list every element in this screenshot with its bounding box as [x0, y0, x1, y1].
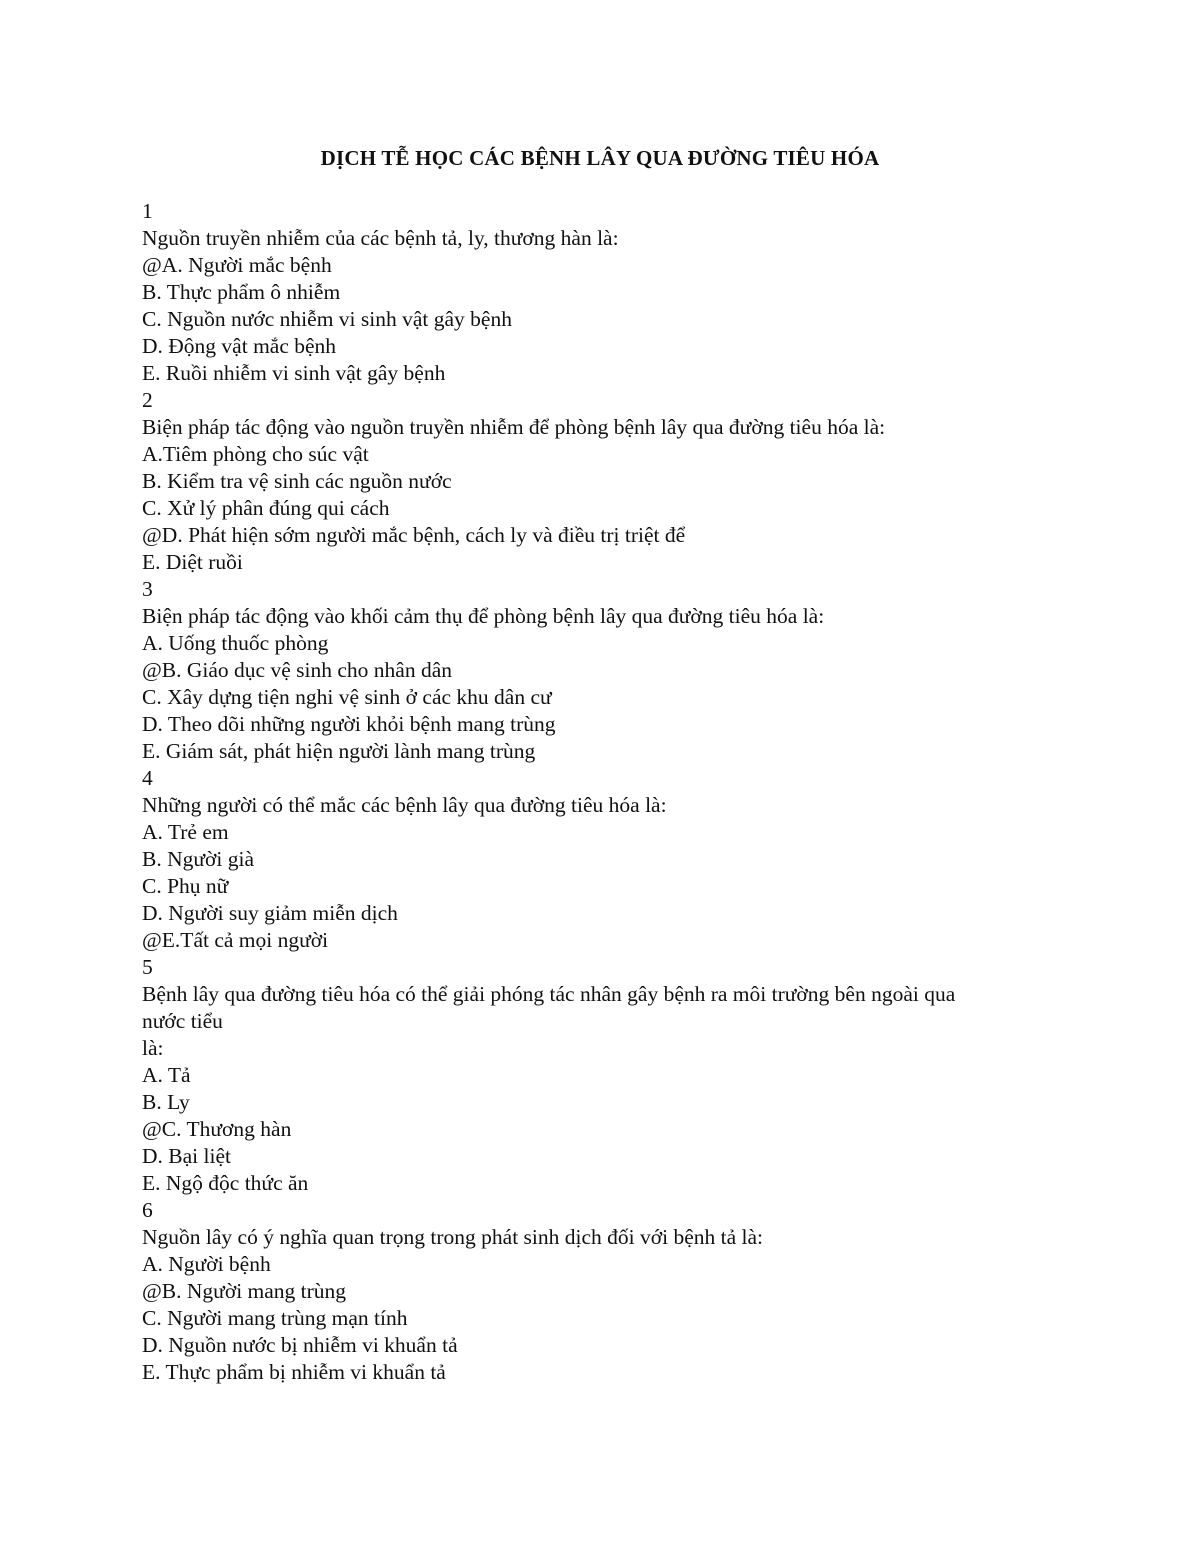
answer-option: D. Động vật mắc bệnh	[142, 334, 337, 358]
answer-option: C. Nguồn nước nhiễm vi sinh vật gây bệnh	[142, 307, 512, 331]
answer-option: A. Người bệnh	[142, 1252, 271, 1276]
answer-option: D. Bại liệt	[142, 1144, 231, 1168]
question-number: 1	[142, 199, 153, 223]
answer-option: @E.Tất cả mọi người	[142, 928, 329, 952]
answer-option: @B. Người mang trùng	[142, 1279, 347, 1303]
question-text-line: là:	[142, 1036, 164, 1060]
answer-option: @B. Giáo dục vệ sinh cho nhân dân	[142, 658, 452, 682]
answer-option: C. Xây dựng tiện nghi vệ sinh ở các khu dân cư	[142, 685, 552, 709]
answer-option: E. Giám sát, phát hiện người lành mang trùng	[142, 739, 536, 763]
answer-option: E. Thực phẩm bị nhiễm vi khuẩn tả	[142, 1360, 446, 1384]
question-number: 5	[142, 955, 153, 979]
answer-option: C. Người mang trùng mạn tính	[142, 1306, 408, 1330]
answer-option: B. Người già	[142, 847, 255, 871]
question-list	[142, 198, 1042, 1386]
question-5	[142, 954, 1042, 1197]
answer-option: E. Diệt ruồi	[142, 550, 243, 574]
question-text: Những người có thể mắc các bệnh lây qua đường tiêu hóa là:	[142, 793, 667, 817]
document-title: DỊCH TỄ HỌC CÁC BỆNH LÂY QUA ĐƯỜNG TIÊU HÓA	[320, 146, 880, 170]
question-text-line: nước tiểu	[142, 1009, 223, 1033]
question-1	[142, 198, 1042, 387]
question-2	[142, 387, 1042, 576]
question-number: 4	[142, 766, 153, 790]
question-3	[142, 576, 1042, 765]
answer-option: B. Ly	[142, 1090, 190, 1114]
answer-option: E. Ngộ độc thức ăn	[142, 1171, 309, 1195]
answer-option: @A. Người mắc bệnh	[142, 253, 332, 277]
answer-option: A.Tiêm phòng cho súc vật	[142, 442, 369, 466]
question-text-line: Bệnh lây qua đường tiêu hóa có thể giải phóng tác nhân gây bệnh ra môi trường bên ngoài qua	[142, 982, 956, 1006]
answer-option: D. Theo dõi những người khỏi bệnh mang trùng	[142, 712, 556, 736]
question-number: 6	[142, 1198, 153, 1222]
answer-option: A. Uống thuốc phòng	[142, 631, 329, 655]
answer-option: B. Thực phẩm ô nhiễm	[142, 280, 341, 304]
question-text: Biện pháp tác động vào khối cảm thụ để phòng bệnh lây qua đường tiêu hóa là:	[142, 604, 825, 628]
question-text: Nguồn lây có ý nghĩa quan trọng trong phát sinh dịch đối với bệnh tả là:	[142, 1225, 764, 1249]
answer-option: @D. Phát hiện sớm người mắc bệnh, cách ly và điều trị triệt để	[142, 523, 686, 547]
answer-option: C. Xử lý phân đúng qui cách	[142, 496, 390, 520]
answer-option: A. Trẻ em	[142, 820, 229, 844]
question-text: Nguồn truyền nhiễm của các bệnh tả, ly, thương hàn là:	[142, 226, 619, 250]
question-text: Biện pháp tác động vào nguồn truyền nhiễm để phòng bệnh lây qua đường tiêu hóa là:	[142, 415, 886, 439]
answer-option: C. Phụ nữ	[142, 874, 229, 898]
question-4	[142, 765, 1042, 954]
question-number: 2	[142, 388, 153, 412]
answer-option: @C. Thương hàn	[142, 1117, 292, 1141]
answer-option: A. Tả	[142, 1063, 191, 1087]
answer-option: B. Kiểm tra vệ sinh các nguồn nước	[142, 469, 452, 493]
question-number: 3	[142, 577, 153, 601]
answer-option: D. Nguồn nước bị nhiễm vi khuẩn tả	[142, 1333, 458, 1357]
answer-option: D. Người suy giảm miễn dịch	[142, 901, 398, 925]
question-6	[142, 1197, 1042, 1386]
answer-option: E. Ruồi nhiễm vi sinh vật gây bệnh	[142, 361, 446, 385]
